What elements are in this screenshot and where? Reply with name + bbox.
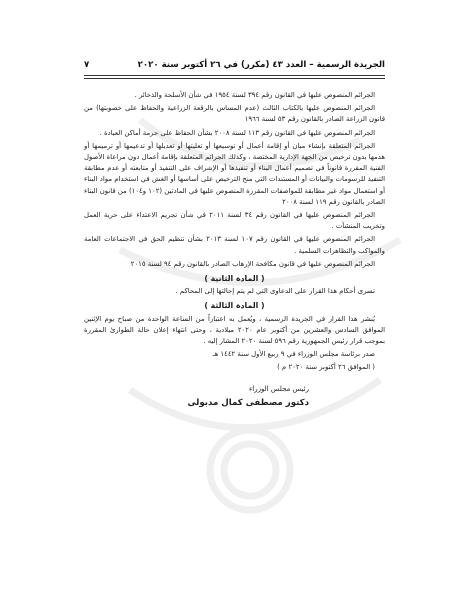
header-title: الجريدة الرسمية – العدد ٤٣ (مكرر) في ٢٦ أكتوبر سنة ٢٠٢٠ <box>137 60 385 70</box>
article-2-title: ( المادة الثانية ) <box>204 274 265 284</box>
page-number: ٧ <box>84 60 90 70</box>
signature-name: دكتور مصطفى كمال مدبولى <box>187 397 309 408</box>
signature-role: رئيس مجلس الوزراء <box>248 384 309 393</box>
document-body <box>84 90 385 409</box>
paragraph: الجرائم المنصوص عليها في قانون مكافحة الإرهاب الصادر بالقانون رقم ٩٤ لسنة ٢٠١٥ <box>130 259 375 268</box>
issued-line: صدر برئاسة مجلس الوزراء في ٩ ربيع الأول سنة ١٤٤٢ هـ <box>212 350 375 359</box>
paragraph: الجرائم المنصوص عليها في القانون رقم ١١٣ لسنة ٢٠٠٨ بشأن الحفاظ على حرمة أماكن العبادة . <box>99 128 375 137</box>
article-2-text: تسرى أحكام هذا القرار على الدعاوى التي لم يتم إحالتها إلى المحاكم . <box>175 287 375 296</box>
issued-date: ( الموافق ٢٦ أكتوبر سنة ٢٠٢٠ م ) <box>277 363 375 372</box>
header-divider <box>84 75 385 79</box>
paragraph: الجرائم المنصوص عليها في القانون رقم ٣٩٤ لسنة ١٩٥٤ في شأن الأسلحة والذخائر . <box>134 91 375 99</box>
article-3-title: ( المادة الثالثة ) <box>204 301 265 311</box>
paragraph: الجرائم المنصوص عليها في القانون رقم ١٠٧ لسنة ٢٠١٣ بشأن تنظيم الحق في الاجتماعات العامة والمواكب والتظاهرات السلمية . <box>84 235 385 255</box>
paragraph: الجرائم المتعلقة بإنشاء مبان أو إقامة أعمال أو توسيعها أو تعليتها أو تعديلها أو تدعيمها أو ترميمها أو هدمها بدون ترخيص من الجهة الإدارية المختصة ، وكذلك الجرائم المتعلقة بإقامة أعمال دون مراعاة الأصول الفنية المقررة قانوناً في تصميم أعمال البناء أو تنفيذها أو الإشراف على التنفيذ أو متابعته أو عدم مطابقة التنفيذ للرسومات والبيانات أو المستندات التي منح الترخيص على أساسها أو الغش في استخدام مواد البناء أو استعمال مواد غير مطابقة للمواصفات المقررة المنصوص عليها في المادتين (١٠٢ و١٠٤) من قانون البناء الصادر بالقانون رقم ١١٩ لسنة ٢٠٠٨ <box>84 141 386 206</box>
paragraph: الجرائم المنصوص عليها بالكتاب الثالث (عدم المساس بالرقعة الزراعية والحفاظ على خصوبتها) من قانون الزراعة الصادر بالقانون رقم ٥٣ لسنة ١٩٦٦ <box>84 104 385 124</box>
article-3-text: يُنشر هذا القرار في الجريدة الرسمية ، ويُعمل به اعتباراً من الساعة الواحدة من صباح يوم الإثنين الموافق السادس والعشرين من أكتوبر عام ٢٠٢٠ ميلادية ، وحتى انتهاء إعلان حالة الطوارئ المقررة بموجب قرار رئيس الجمهورية رقم ٥٩٦ لسنة ٢٠٢٠ المشار إليه . <box>84 314 385 346</box>
paragraph: الجرائم المنصوص عليها في القانون رقم ٣٤ لسنة ٢٠١١ في شأن تجريم الاعتداء على حرية العمل وتخريب المنشآت . <box>84 211 385 231</box>
signature-block <box>84 384 385 409</box>
page-header <box>84 60 385 70</box>
